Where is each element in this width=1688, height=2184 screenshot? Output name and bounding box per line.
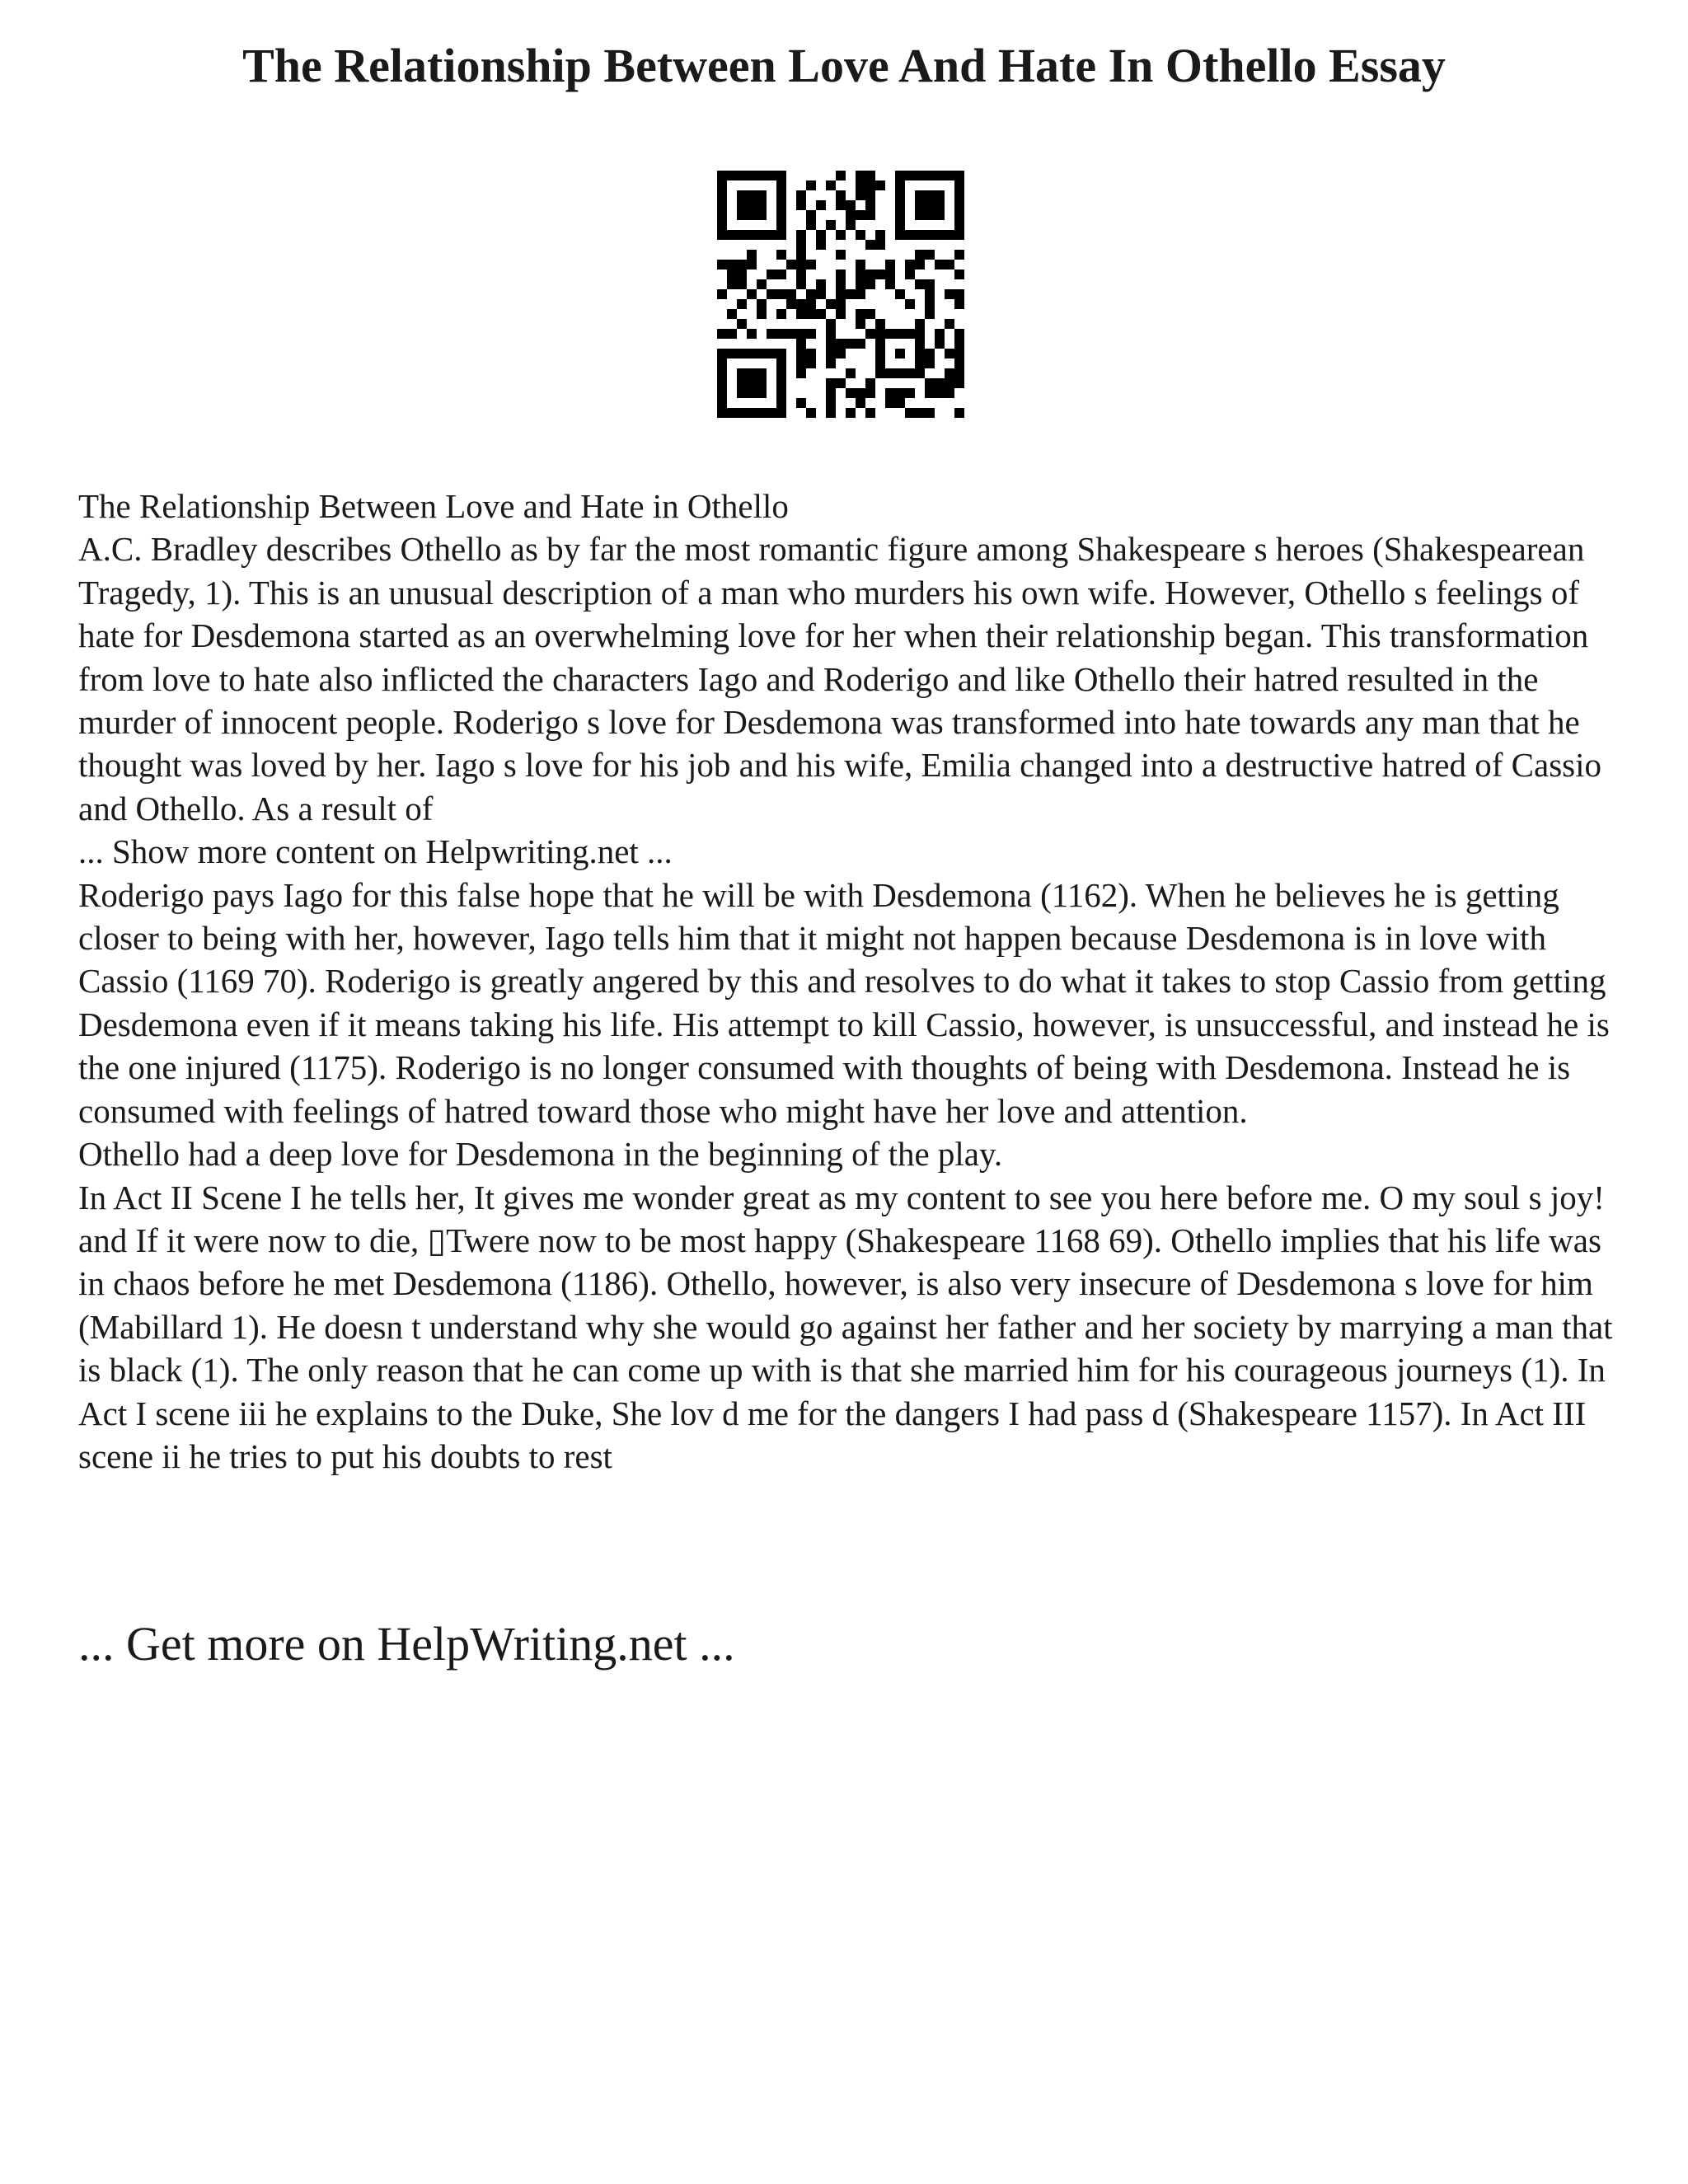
essay-heading: The Relationship Between Love and Hate in Othello bbox=[78, 487, 789, 525]
essay-paragraph-1: A.C. Bradley describes Othello as by far the most romantic figure among Shakespeare s heroes (Shakespearean Tragedy, 1). This is an unusual description of a man who murders his own wife. However, Othello s feelings of hate for Desdemona started as an overwhelming love for her when their relationship began. This transformation from love to hate also inflicted the characters Iago and Roderigo and like Othello their hatred resulted in the murder of innocent people. Roderigo s love for Desdemona was transformed into hate towards any man that he thought was loved by her. Iago s love for his job and his wife, Emilia changed into a destructive hatred of Cassio and Othello. As a result of bbox=[78, 530, 1602, 827]
essay-paragraph-2: Roderigo pays Iago for this false hope that he will be with Desdemona (1162). When he believes he is getting closer to being with her, however, Iago tells him that it might not happen because Desdemona is in love with Cassio (1169 70). Roderigo is greatly angered by this and resolves to do what it takes to stop Cassio from getting Desdemona even if it means taking his life. His attempt to kill Cassio, however, is unsuccessful, and instead he is the one injured (1175). Roderigo is no longer consumed with thoughts of being with Desdemona. Instead he is consumed with feelings of hatred toward those who might have her love and attention. bbox=[78, 875, 1610, 1130]
essay-paragraph-3: Othello had a deep love for Desdemona in the beginning of the play. bbox=[78, 1135, 1003, 1174]
page-title: The Relationship Between Love And Hate In Othello Essay bbox=[242, 39, 1446, 92]
essay-body bbox=[78, 485, 1628, 1478]
qr-code-icon[interactable] bbox=[717, 171, 964, 418]
show-more-link[interactable]: ... Show more content on Helpwriting.net ... bbox=[78, 832, 673, 871]
essay-paragraph-4: In Act II Scene I he tells her, It gives me wonder great as my content to see you here before me. O my soul s joy! and If it were now to die, ▯Twere now to be most happy (Shakespeare 1168 69). Othello implies that his life was in chaos before he met Desdemona (1186). Othello, however, is also very insecure of Desdemona s love for him (Mabillard 1). He doesn t understand why she would go against her father and her society by marrying a man that is black (1). The only reason that he can come up with is that she married him for his courageous journeys (1). In Act I scene iii he explains to the Duke, She lov d me for the dangers I had pass d (Shakespeare 1157). In Act III scene ii he tries to put his doubts to rest bbox=[78, 1178, 1613, 1475]
get-more-link[interactable]: ... Get more on HelpWriting.net ... bbox=[78, 1617, 735, 1671]
